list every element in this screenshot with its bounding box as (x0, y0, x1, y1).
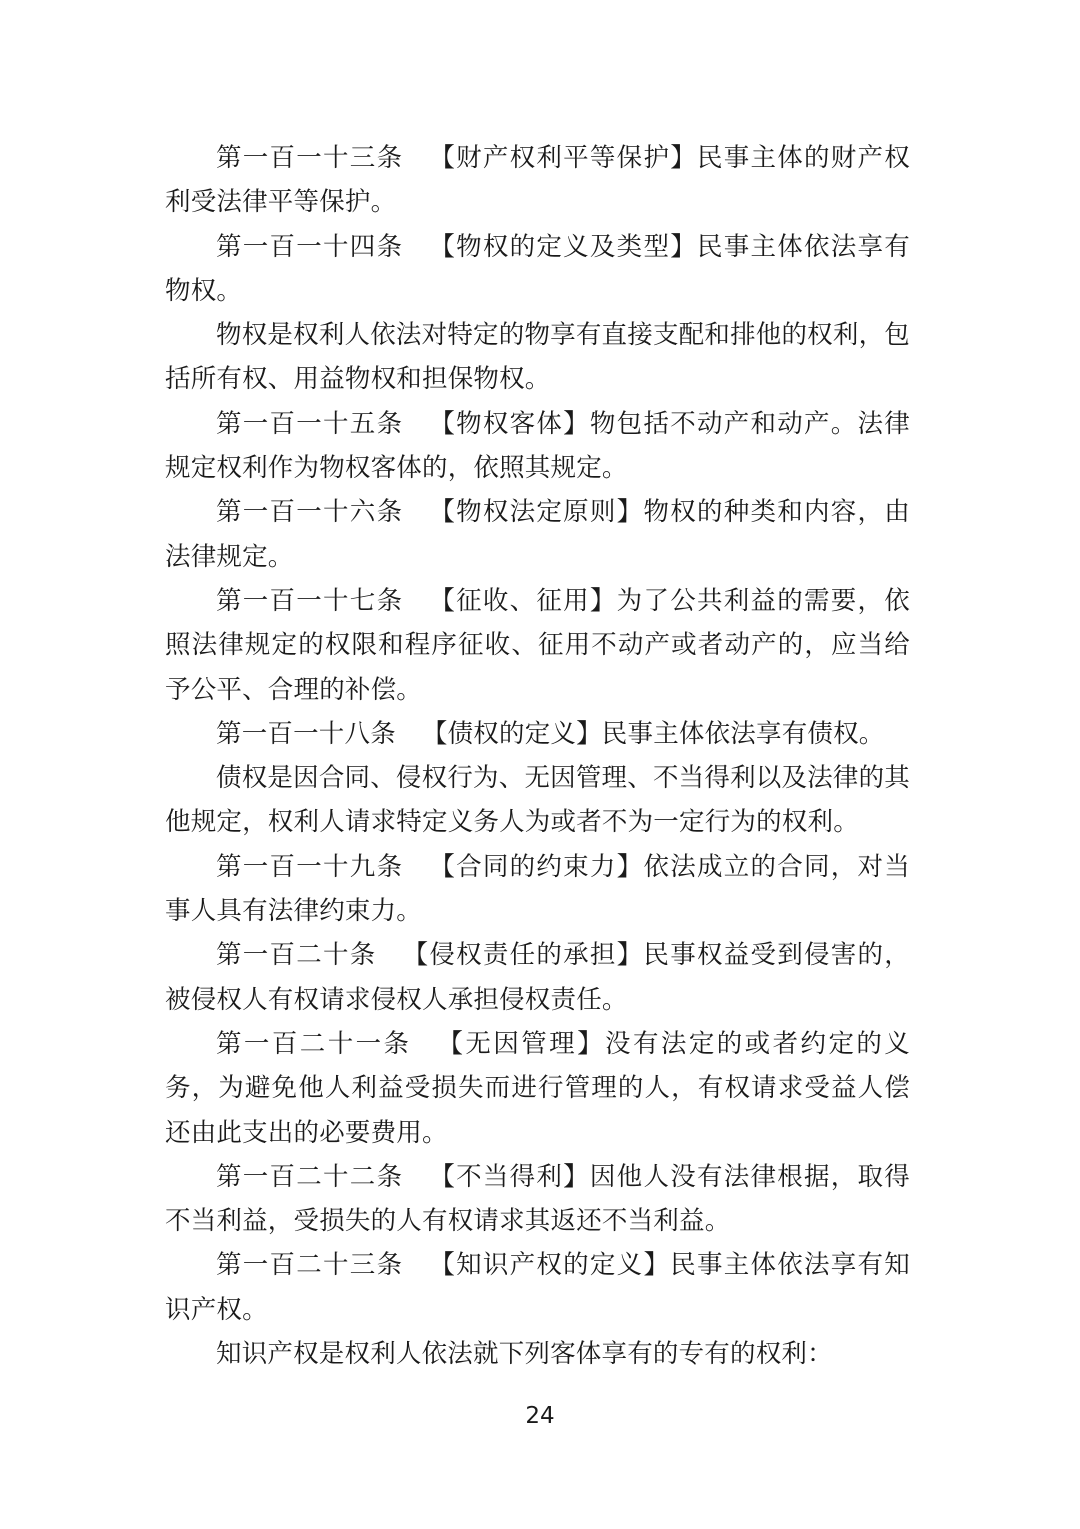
article-number: 第一百二十二条 (216, 1161, 404, 1192)
paragraph-text: 知识产权是权利人依法就下列客体享有的专有的权利： (216, 1339, 833, 1370)
paragraph-text: 物权是权利人依法对特定的物享有直接支配和排他的权利，包括所有权、用益物权和担保物权。 (165, 320, 910, 395)
article-number: 第一百一十六条 (216, 497, 404, 528)
article-paragraph (165, 402, 910, 491)
body-paragraph (165, 313, 910, 402)
article-text: 【不当得利】因他人没有法律根据，取得不当利益，受损失的人有权请求其返还不当利益。 (165, 1161, 910, 1237)
article-text: 【征收、征用】为了公共利益的需要，依照法律规定的权限和程序征收、征用不动产或者动产的，应当给予公平、合理的补偿。 (165, 585, 910, 705)
article-paragraph (165, 225, 910, 314)
article-number: 第一百一十五条 (216, 408, 404, 439)
document-body (165, 136, 910, 1376)
article-text: 【知识产权的定义】民事主体依法享有知识产权。 (165, 1250, 910, 1325)
article-text: 【侵权责任的承担】民事权益受到侵害的，被侵权人有权请求侵权人承担侵权责任。 (165, 940, 910, 1015)
article-text: 【财产权利平等保护】民事主体的财产权利受法律平等保护。 (165, 143, 910, 218)
article-paragraph (165, 136, 910, 225)
article-text: 【债权的定义】民事主体依法享有债权。 (421, 718, 885, 749)
article-text: 【物权的定义及类型】民事主体依法享有物权。 (165, 231, 910, 306)
article-number: 第一百一十三条 (216, 143, 404, 173)
article-text: 【物权客体】物包括不动产和动产。法律规定权利作为物权客体的，依照其规定。 (165, 408, 910, 484)
body-paragraph (165, 756, 910, 845)
article-number: 第一百一十七条 (216, 585, 404, 616)
article-text: 【物权法定原则】物权的种类和内容，由法律规定。 (165, 497, 910, 572)
body-paragraph (165, 1332, 910, 1376)
article-number: 第一百一十四条 (216, 231, 404, 262)
page-number: 24 (525, 1403, 555, 1429)
article-paragraph (165, 712, 910, 756)
paragraph-text: 债权是因合同、侵权行为、无因管理、不当得利以及法律的其他规定，权利人请求特定义务人为或者不为一定行为的权利。 (165, 763, 910, 838)
article-paragraph (165, 490, 910, 579)
article-number: 第一百一十九条 (216, 851, 404, 882)
article-paragraph (165, 1022, 910, 1155)
article-text: 【合同的约束力】依法成立的合同，对当事人具有法律约束力。 (165, 851, 910, 927)
article-paragraph (165, 579, 910, 712)
article-number: 第一百二十一条 (216, 1028, 412, 1059)
article-number: 第一百一十八条 (216, 718, 396, 749)
article-paragraph (165, 1155, 910, 1244)
article-paragraph (165, 933, 910, 1022)
article-paragraph (165, 1243, 910, 1332)
article-paragraph (165, 845, 910, 934)
article-number: 第一百二十条 (216, 940, 377, 971)
article-text: 【无因管理】没有法定的或者约定的义务，为避免他人利益受损失而进行管理的人，有权请求受益人偿还由此支出的必要费用。 (165, 1028, 910, 1148)
article-number: 第一百二十三条 (216, 1250, 404, 1281)
